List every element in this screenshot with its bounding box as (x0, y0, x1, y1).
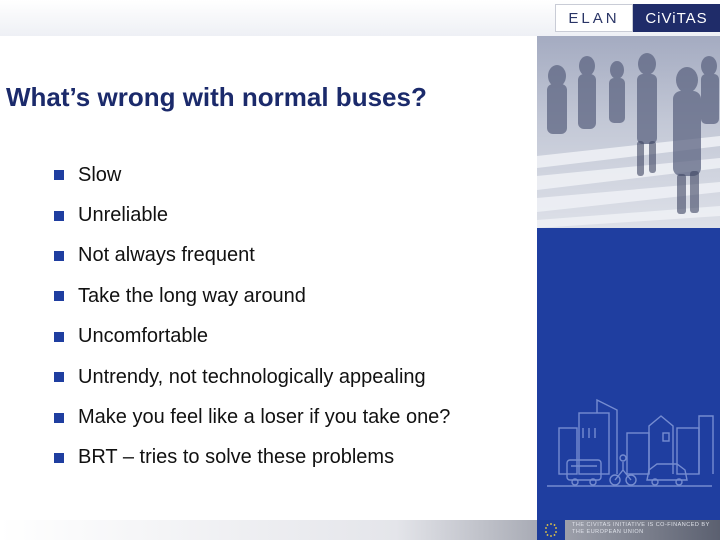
bullet-text: Make you feel like a loser if you take one? (78, 406, 451, 429)
square-bullet-icon (54, 453, 64, 463)
top-banner (0, 0, 720, 36)
bullet-text: Take the long way around (78, 284, 306, 307)
bullet-text: Slow (78, 163, 122, 186)
bullet-item (54, 155, 450, 195)
bullet-item (54, 195, 450, 235)
bullet-item (54, 276, 450, 316)
square-bullet-icon (54, 413, 64, 423)
footer-text: THE CIVITAS INITIATIVE IS CO-FINANCED BY THE EUROPEAN UNION (572, 522, 710, 535)
bullet-item (54, 236, 450, 276)
logo-area (555, 4, 720, 32)
bullet-list (54, 155, 450, 478)
eu-flag-icon (537, 520, 565, 540)
bullet-text: Untrendy, not technologically appealing (78, 365, 426, 388)
bullet-text: Uncomfortable (78, 325, 209, 348)
square-bullet-icon (54, 211, 64, 221)
bullet-text: BRT – tries to solve these problems (78, 446, 395, 469)
square-bullet-icon (54, 332, 64, 342)
elan-logo: ELAN (555, 4, 633, 32)
civitas-logo: CiViTAS (633, 4, 720, 32)
bullet-text: Unreliable (78, 204, 169, 227)
bullet-text: Not always frequent (78, 244, 255, 267)
bullet-item (54, 397, 450, 437)
square-bullet-icon (54, 291, 64, 301)
city-illustration-icon (537, 228, 720, 520)
bullet-item (54, 357, 450, 397)
slide-title: What’s wrong with normal buses? (6, 82, 427, 112)
bullet-item (54, 317, 450, 357)
crowd-photo (537, 36, 720, 228)
square-bullet-icon (54, 251, 64, 261)
square-bullet-icon (54, 170, 64, 180)
square-bullet-icon (54, 372, 64, 382)
bullet-item (54, 438, 450, 478)
